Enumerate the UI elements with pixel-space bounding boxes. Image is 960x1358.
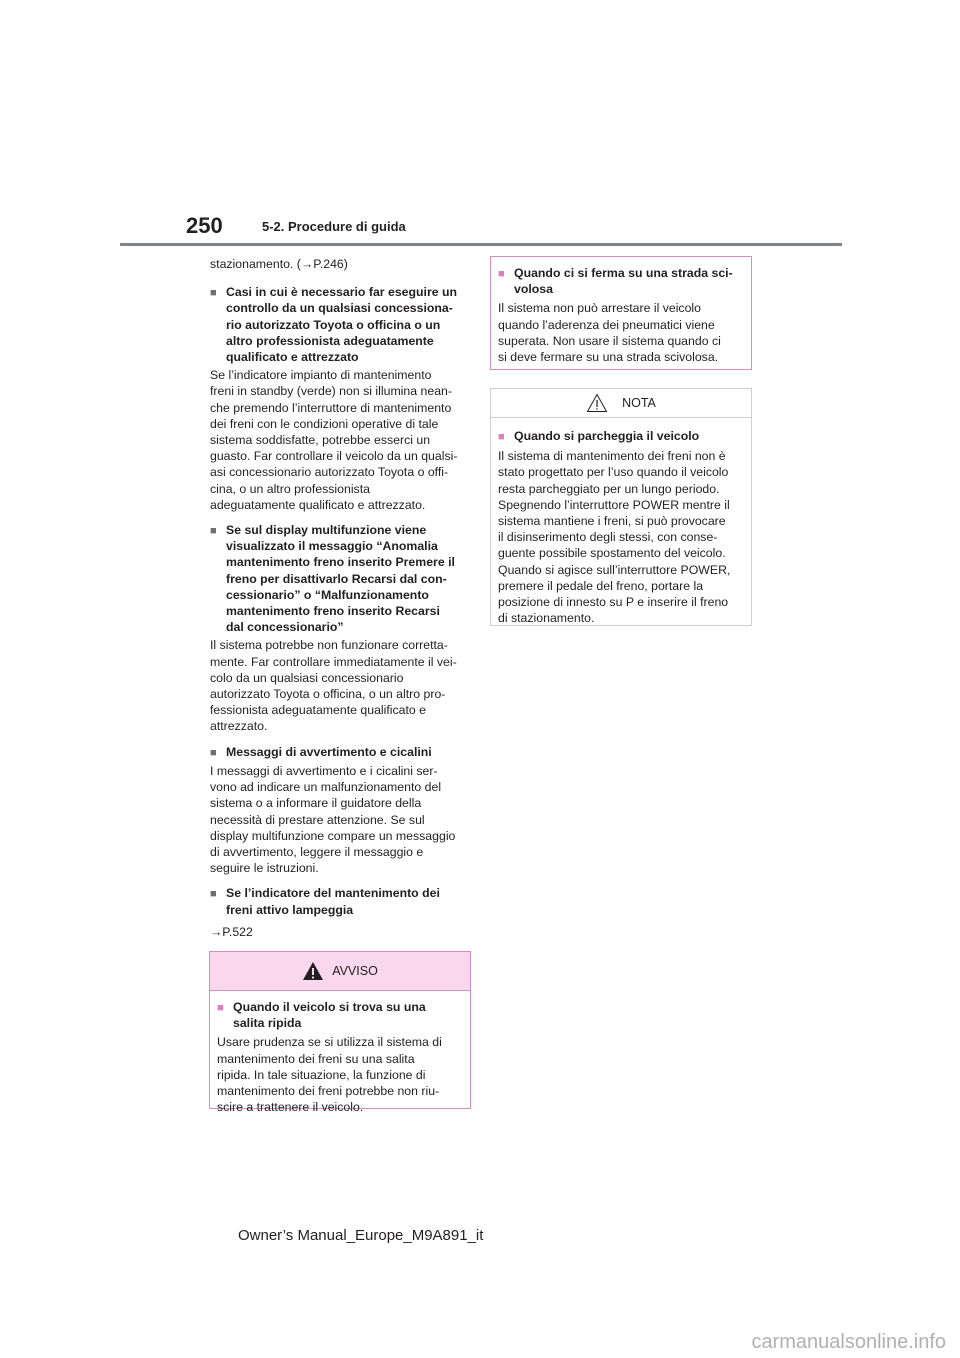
warning-continuation-body — [491, 257, 751, 373]
warning-box — [209, 951, 471, 1115]
notice-body: Il sistema di mantenimento dei freni non è stato progettato per l’uso quando il veicolo resta parcheggiato per un lungo periodo. Spegnendo l’interruttore POWER mentre il sistema mantiene i freni, si può provocare il disinserimento degli stessi, con conse- guente possibile spostamento del veicolo. Quando si agisce sull’interruttore POWER, premere il pedale del freno, portare la posizione di innesto su P e inserire il freno di stazionamento. — [498, 449, 731, 626]
notice-heading — [498, 428, 744, 445]
intro-text: stazionamento. (→P.246) — [210, 257, 348, 271]
square-bullet-icon — [210, 885, 226, 917]
square-bullet-icon — [498, 265, 514, 297]
notice-box — [490, 388, 752, 626]
square-bullet-icon — [210, 284, 226, 365]
square-bullet-icon — [217, 999, 233, 1031]
section-heading — [210, 885, 472, 917]
section-heading — [210, 522, 472, 635]
heading-text: Quando si parcheggia il veicolo — [514, 429, 700, 443]
left-column — [210, 256, 472, 940]
heading-text: Se sul display multifunzione viene visualizzato il messaggio “Anomalia mantenimento freno inserito Premere il freno per disattivarlo Recarsi dal con- cessionario” o “Malfunzionamento mantenimento freno inserito Recarsi dal concessionario” — [226, 523, 455, 635]
square-bullet-icon — [210, 522, 226, 635]
header-rule — [120, 243, 842, 246]
section-body: I messaggi di avvertimento e i cicalini ser- vono ad indicare un malfunzionamento del sistema o a informare il guidatore della necessità di prestare attenzione. Se sul display multifunzione compare un messaggio di avvertimento, leggere il messaggio e seguire le istruzioni. — [210, 763, 456, 876]
section-body: Il sistema potrebbe non funzionare corretta- mente. Far controllare immediatamente il vei- colo da un qualsiasi concessionario autorizzato Toyota o officina, o un altro pro- fessionista adeguatamente qualificato e attrezzato. — [210, 638, 457, 734]
page-reference: →P.522 — [210, 924, 253, 939]
warning-box-header — [210, 952, 470, 991]
warning-continuation-box — [490, 256, 752, 370]
square-bullet-icon — [210, 744, 226, 761]
warning-body: Usare prudenza se si utilizza il sistema di mantenimento dei freni su una salita ripida. In tale situazione, la funzione di mantenimento dei freni potrebbe non riu- scire a trattenere il veicolo. — [217, 1035, 442, 1115]
caution-triangle-icon — [586, 393, 608, 413]
heading-text: Quando il veicolo si trova su una salita ripida — [233, 1000, 426, 1031]
notice-box-title: NOTA — [622, 396, 656, 410]
section-heading — [210, 744, 472, 761]
heading-text: Se l’indicatore del mantenimento dei freni attivo lampeggia — [226, 886, 440, 917]
footer-text: Owner’s Manual_Europe_M9A891_it — [238, 1227, 484, 1244]
section-heading — [210, 284, 472, 365]
notice-box-header — [491, 389, 751, 418]
heading-text: Quando ci si ferma su una strada sci- volosa — [514, 266, 733, 297]
section-title: 5-2. Procedure di guida — [262, 219, 406, 234]
warning-triangle-icon — [302, 961, 324, 981]
notice-box-body — [491, 418, 751, 634]
warning-heading — [498, 265, 744, 297]
page-number: 250 — [186, 213, 223, 238]
warning-heading — [217, 999, 463, 1031]
section-body: Se l’indicatore impianto di mantenimento freni in standby (verde) non si illumina nean- che premendo l’interruttore di mantenimento dei freni con le condizioni operative di tale sistema soddisfatte, potrebbe esserci un guasto. Far controllare il veicolo da un qualsi- asi concessionario autorizzato Toyota o offi- cina, o un altro professionista adeguatamente qualificato e attrezzato. — [210, 368, 458, 512]
warning-box-body — [210, 991, 470, 1123]
watermark-link[interactable]: carmanualsonline.info — [751, 1331, 946, 1353]
heading-text: Casi in cui è necessario far eseguire un controllo da un qualsiasi concessiona- rio autorizzato Toyota o officina o un altro professionista adeguatamente qualificato e attrezzato — [226, 285, 458, 365]
warning-box-title: AVVISO — [332, 964, 378, 978]
warning-body: Il sistema non può arrestare il veicolo quando l’aderenza dei pneumatici viene superata. Non usare il sistema quando ci si deve fermare su una strada scivolosa. — [498, 301, 721, 365]
square-bullet-icon — [498, 428, 514, 445]
heading-text: Messaggi di avvertimento e cicalini — [226, 744, 432, 759]
